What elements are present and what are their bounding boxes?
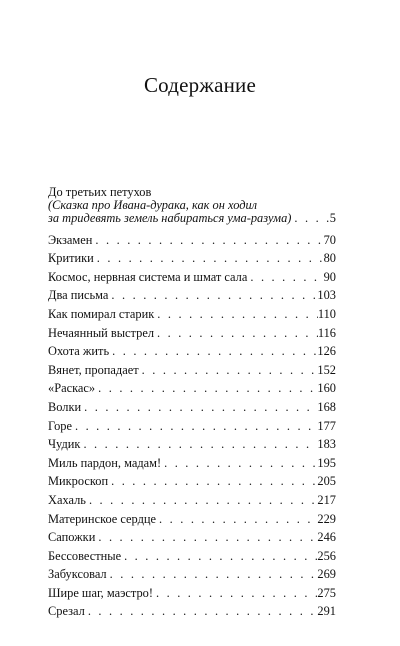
dot-leader xyxy=(156,510,317,529)
toc-entry xyxy=(48,268,336,287)
toc-entry-title: Микроскоп xyxy=(48,474,109,489)
toc-entry-title: Миль пардон, мадам! xyxy=(48,455,162,470)
page-number: 229 xyxy=(317,511,336,526)
toc-entry xyxy=(48,342,336,361)
page-number: 90 xyxy=(323,269,336,284)
page-number: 195 xyxy=(317,455,336,470)
toc-entry-title: Как помирал старик xyxy=(48,306,155,321)
dot-leader xyxy=(139,361,318,380)
dot-leader xyxy=(153,584,317,603)
dot-leader xyxy=(161,454,317,473)
dot-leader xyxy=(107,565,318,584)
dot-leader xyxy=(92,231,323,250)
dot-leader xyxy=(247,268,323,287)
toc-entry xyxy=(48,286,336,305)
page-number: 256 xyxy=(317,548,336,563)
dot-leader xyxy=(154,305,318,324)
toc-entry-title: Горе xyxy=(48,418,72,433)
toc-entry-title: Охота жить xyxy=(48,344,110,359)
page-number: 183 xyxy=(317,437,336,452)
toc-entry-title: Космос, нервная система и шмат сала xyxy=(48,269,248,284)
toc-entry xyxy=(48,361,336,380)
page-number: 70 xyxy=(323,232,336,247)
toc-entry-title: Экзамен xyxy=(48,232,93,247)
page-number: 110 xyxy=(317,306,336,321)
toc-entry xyxy=(48,231,336,250)
toc-entry-title: «Раскас» xyxy=(48,381,96,396)
toc-entry xyxy=(48,398,336,417)
dot-leader xyxy=(94,249,324,268)
page-number: 103 xyxy=(317,288,336,303)
page-number: 275 xyxy=(317,585,336,600)
dot-leader xyxy=(109,342,317,361)
toc-entry-title: Вянет, пропадает xyxy=(48,362,139,377)
page-number: 168 xyxy=(317,399,336,414)
dot-leader xyxy=(80,435,317,454)
dot-leader xyxy=(108,472,317,491)
toc-entry xyxy=(48,491,336,510)
toc-entry-title: Критики xyxy=(48,251,94,266)
toc-entry xyxy=(48,584,336,603)
toc-entry-title: Бессовестные xyxy=(48,548,122,563)
toc-entry xyxy=(48,528,336,547)
page-number: 177 xyxy=(317,418,336,433)
toc-entry xyxy=(48,379,336,398)
toc-entry xyxy=(48,324,336,343)
toc-entry xyxy=(48,602,336,621)
page-number: 246 xyxy=(317,530,336,545)
dot-leader xyxy=(108,286,317,305)
toc-entry-subtitle-end: за тридевять земель набираться ума-разума) xyxy=(48,212,292,225)
toc-entry xyxy=(48,510,336,529)
page-number: 80 xyxy=(323,251,336,266)
page-number: 291 xyxy=(317,604,336,619)
toc-entry-title: Сапожки xyxy=(48,530,96,545)
toc-entry-title: До третьих петухов xyxy=(48,185,152,199)
toc-entry xyxy=(48,212,336,225)
toc-entry-title: Забуксовал xyxy=(48,567,107,582)
dot-leader xyxy=(72,417,317,436)
toc-entry-title: Волки xyxy=(48,399,82,414)
page-number: 5 xyxy=(329,212,336,225)
toc-entry-subtitle: (Сказка про Ивана-дурака, как он ходил xyxy=(48,198,258,212)
page-number: 116 xyxy=(317,325,336,340)
toc-entry-title: Шире шаг, маэстро! xyxy=(48,585,153,600)
dot-leader xyxy=(121,547,317,566)
toc-entry-title: Нечаянный выстрел xyxy=(48,325,155,340)
toc-entry-title: Материнское сердце xyxy=(48,511,157,526)
toc-entry-title: Чудик xyxy=(48,437,81,452)
dot-leader xyxy=(81,398,317,417)
page-number: 269 xyxy=(317,567,336,582)
toc-entry-title: Хахаль xyxy=(48,492,86,507)
dot-leader xyxy=(291,212,329,225)
toc-entry xyxy=(48,435,336,454)
toc-entry xyxy=(48,547,336,566)
toc-entry-title: Два письма xyxy=(48,288,109,303)
page-number: 205 xyxy=(317,474,336,489)
page-number: 152 xyxy=(317,362,336,377)
dot-leader xyxy=(154,324,318,343)
dot-leader xyxy=(95,528,317,547)
dot-leader xyxy=(95,379,317,398)
toc-entry xyxy=(48,565,336,584)
page-title: Содержание xyxy=(143,73,257,97)
dot-leader xyxy=(86,491,317,510)
toc-entry xyxy=(48,249,336,268)
page-number: 160 xyxy=(317,381,336,396)
toc-entry xyxy=(48,472,336,491)
page-number: 126 xyxy=(317,344,336,359)
page-number: 217 xyxy=(317,492,336,507)
table-of-contents xyxy=(48,186,336,621)
toc-entry xyxy=(48,454,336,473)
toc-entry xyxy=(48,305,336,324)
toc-entry-title: Срезал xyxy=(48,604,85,619)
dot-leader xyxy=(85,602,318,621)
toc-entry xyxy=(48,417,336,436)
